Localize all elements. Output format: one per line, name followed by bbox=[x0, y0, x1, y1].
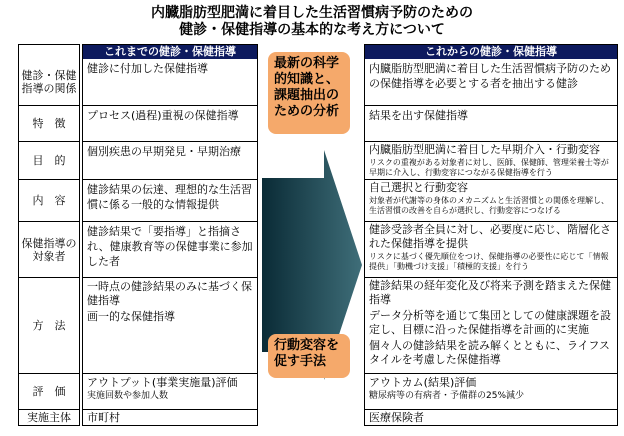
new-method-3: 個々人の健診結果を読み解くとともに、ライフスタイルを考慮した保健指導 bbox=[369, 339, 610, 366]
row-label-implementer: 実施主体 bbox=[19, 409, 79, 425]
new-target-sub: リスクに基づく優先順位をつけ、保健指導の必要性に応じて「情報提供」「動機づけ支援」「積極的支援」を行う bbox=[369, 252, 609, 271]
old-approach-header: これまでの健診・保健指導 bbox=[83, 45, 257, 59]
new-method bbox=[365, 277, 617, 373]
row-label-purpose: 目 的 bbox=[19, 141, 79, 179]
row-label-evaluation: 評 価 bbox=[19, 373, 79, 409]
new-feature: 結果を出す保健指導 bbox=[365, 105, 617, 141]
science-analysis-bubble: 最新の科学的知識と、課題抽出のための分析 bbox=[268, 52, 350, 134]
old-evaluation-sub: 実施回数や参加人数 bbox=[87, 391, 169, 401]
new-evaluation-sub: 糖尿病等の有病者・予備群の25%減少 bbox=[369, 391, 525, 401]
old-implementer: 市町村 bbox=[83, 409, 257, 425]
old-approach-column bbox=[82, 44, 258, 426]
row-label-method: 方 法 bbox=[19, 277, 79, 373]
old-method bbox=[83, 277, 257, 373]
new-content bbox=[365, 179, 617, 221]
new-approach-header: これからの健診・保健指導 bbox=[365, 45, 617, 59]
row-label-feature: 特 徴 bbox=[19, 105, 79, 141]
new-relation: 内臓脂肪型肥満に着目した生活習慣病予防のための保健指導を必要とする者を抽出する健診 bbox=[369, 62, 611, 90]
row-label-content: 内 容 bbox=[19, 179, 79, 221]
old-evaluation bbox=[83, 373, 257, 409]
old-content: 健診結果の伝達、理想的な生活習慣に係る一般的な情報提供 bbox=[83, 179, 257, 221]
row-label-relation: 健診・保健指導の関係 bbox=[21, 69, 77, 95]
new-evaluation-main: アウトカム(結果)評価 bbox=[369, 376, 477, 389]
new-target bbox=[365, 221, 617, 277]
new-purpose-main: 内臓脂肪型肥満に着目した早期介入・行動変容 bbox=[369, 143, 600, 156]
old-relation: 健診に付加した保健指導 bbox=[87, 62, 208, 75]
new-content-sub: 対象者が代謝等の身体のメカニズムと生活習慣との関係を理解し、生活習慣の改善を自らが選択し、行動変容につなげる bbox=[369, 196, 609, 215]
label-column bbox=[18, 44, 80, 426]
new-purpose bbox=[365, 141, 617, 179]
old-feature: プロセス(過程)重視の保健指導 bbox=[83, 105, 257, 141]
new-purpose-sub: リスクの重複がある対象者に対し、医師、保健師、管理栄養士等が早期に介入し、行動変容につながる保健指導を行う bbox=[369, 158, 609, 177]
old-evaluation-main: アウトプット(事業実施量)評価 bbox=[87, 376, 238, 389]
new-approach-column bbox=[364, 44, 618, 426]
new-method-2: データ分析等を通じて集団としての健康課題を設定し、目標に沿った保健指導を計画的に実施 bbox=[369, 309, 611, 336]
old-method-1: 一時点の健診結果のみに基づく保健指導 bbox=[87, 280, 252, 307]
old-purpose: 個別疾患の早期発見・早期治療 bbox=[83, 141, 257, 179]
new-implementer: 医療保険者 bbox=[365, 409, 617, 425]
old-method-2: 画一的な保健指導 bbox=[87, 310, 175, 323]
new-target-main: 健診受診者全員に対し、必要度に応じ、階層化された保健指導を提供 bbox=[369, 223, 611, 250]
page-title-line2: 健診・保健指導の基本的な考え方について bbox=[179, 22, 445, 38]
new-content-main: 自己選択と行動変容 bbox=[369, 181, 468, 194]
behavior-change-bubble: 行動変容を促す手法 bbox=[268, 334, 350, 378]
page-title-line1: 内臓脂肪型肥満に着目した生活習慣病予防のための bbox=[151, 5, 473, 21]
old-target: 健診結果で「要指導」と指摘され、健康教育等の保健事業に参加した者 bbox=[83, 221, 257, 277]
new-method-1: 健診結果の経年変化及び将来予測を踏まえた保健指導 bbox=[369, 279, 611, 306]
new-evaluation bbox=[365, 373, 617, 409]
row-label-target: 保健指導の対象者 bbox=[19, 221, 79, 277]
